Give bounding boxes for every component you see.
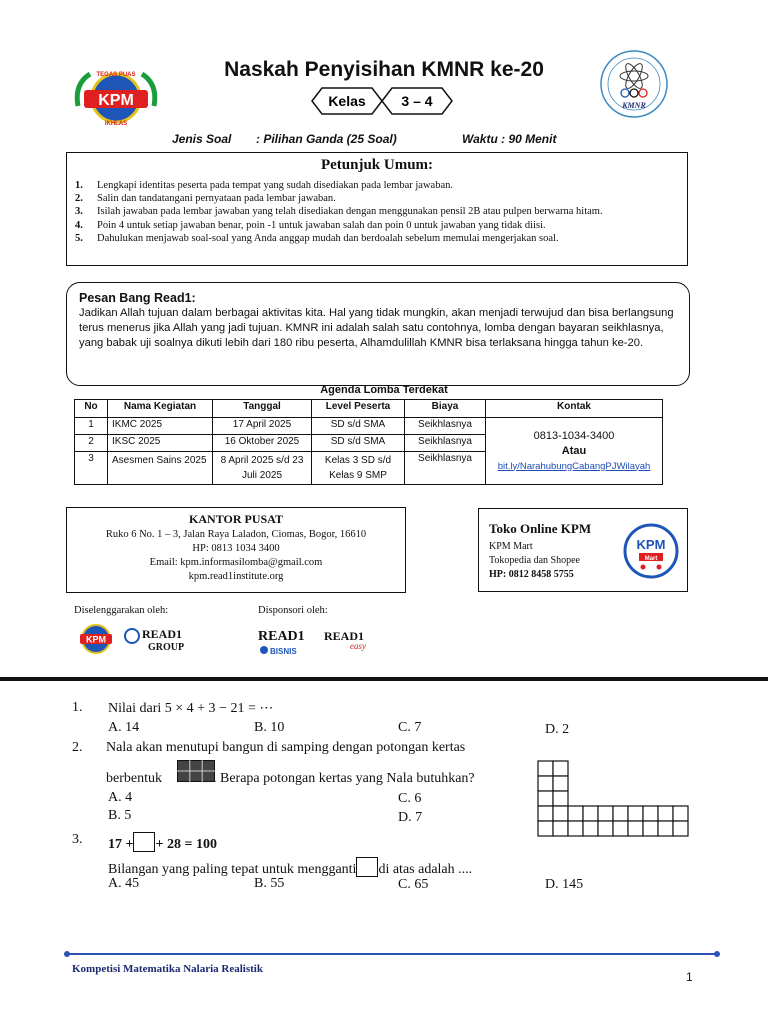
kantor-box xyxy=(66,507,406,593)
toko-name: KPM Mart xyxy=(489,541,533,552)
section-divider xyxy=(0,677,768,681)
paper-piece-icon xyxy=(177,760,215,787)
agenda-table xyxy=(74,399,663,485)
q2-text-a: Nala akan menutupi bangun di samping dengan potongan kertas xyxy=(106,740,466,755)
q3-option-c: C. 65 xyxy=(398,877,429,892)
read1-bisnis-logo xyxy=(256,624,312,663)
q3-text-a: Bilangan yang paling tepat untuk mengganti xyxy=(108,862,357,877)
jenis-soal-label: Jenis Soal xyxy=(172,132,232,146)
q3-text xyxy=(108,857,472,878)
q3-number: 3. xyxy=(72,832,83,847)
kelas-value: 3 – 4 xyxy=(401,93,433,109)
kmnr-logo xyxy=(598,46,670,122)
svg-text:TEGAS PUAS: TEGAS PUAS xyxy=(96,72,136,78)
table-row: 3 Asesmen Sains 2025 8 April 2025 s/d 23 Juli 2025 Kelas 3 SD s/d Kelas 9 SMP Seikhlasnya xyxy=(75,452,663,485)
kontak-phone: 0813-1034-3400 xyxy=(533,429,615,442)
kontak-atau: Atau xyxy=(561,444,587,457)
svg-text:easy: easy xyxy=(350,641,366,651)
q3-eq-a: 17 + xyxy=(108,837,134,852)
toko-channels: Tokopedia dan Shopee xyxy=(489,555,580,566)
toko-hp: HP: 0812 8458 5755 xyxy=(489,569,574,580)
q1-number: 1. xyxy=(72,700,83,715)
table-row: 2 IKSC 2025 16 Oktober 2025 SD s/d SMA Seikhlasnya xyxy=(75,435,663,452)
list-item: 3. Isilah jawaban pada lembar jawaban yang telah disediakan dengan menggunakan pensil 2B atau pulpen berwarna hitam. xyxy=(75,206,603,218)
kantor-web: kpm.read1institute.org xyxy=(188,571,284,582)
q2-text-b1: berbentuk xyxy=(106,771,162,786)
svg-text:KPM: KPM xyxy=(98,92,134,109)
q1-option-c: C. 7 xyxy=(398,720,422,735)
petunjuk-box xyxy=(66,152,688,266)
list-item: 5. Dahulukan menjawab soal-soal yang Anda anggap mudah dan berdoalah sebelum memulai mengerjakan soal. xyxy=(75,232,559,244)
toko-title: Toko Online KPM xyxy=(489,521,592,536)
blank-box xyxy=(133,832,155,852)
q3-equation xyxy=(108,832,217,853)
kantor-address: Ruko 6 No. 1 – 3, Jalan Raya Laladon, Ciomas, Bogor, 16610 xyxy=(105,529,367,540)
svg-text:READ1: READ1 xyxy=(142,627,183,641)
q2-option-b: B. 5 xyxy=(108,808,132,823)
kelas-label: Kelas xyxy=(328,93,366,109)
sponsor-label: Disponsori oleh: xyxy=(258,605,328,616)
kelas-badge xyxy=(310,86,460,114)
q1-option-b: B. 10 xyxy=(254,720,285,735)
pesan-text: Jadikan Allah tujuan dalam berbagai aktivitas kita. Hal yang tidak mungkin, akan menjadi terwujud dan bisa berlangsung terus menerus jika Allah yang jadi tujuan. KMNR ini adalah salah satu contohnya, lomba dengan bayaran seikhlasnya, yang babak uji soalnya dikuti lebih dari 180 ribu peserta, Alhamdulillah KMNR bisa terlaksana hingga tahun ke-20. xyxy=(79,307,674,349)
q2-text-b2: . Berapa potongan kertas yang Nala butuhkan? xyxy=(213,771,475,786)
q3-option-a: A. 45 xyxy=(108,876,140,891)
waktu: Waktu : 90 Menit xyxy=(462,132,557,146)
agenda-title: Agenda Lomba Terdekat xyxy=(320,384,448,396)
table-row: 1 IKMC 2025 17 April 2025 SD s/d SMA Seikhlasnya 0813-1034-3400 Atau bit.ly/NarahubungCabangPJWilayah xyxy=(75,418,663,435)
q2-number: 2. xyxy=(72,740,83,755)
q2-option-d: D. 7 xyxy=(398,810,423,825)
kpm-mart-logo xyxy=(623,523,679,579)
read1-group-logo xyxy=(124,624,190,661)
svg-text:KPM: KPM xyxy=(86,634,106,645)
kantor-hp: HP: 0813 1034 3400 xyxy=(192,543,280,554)
q2-option-a: A. 4 xyxy=(108,790,133,805)
footer-line xyxy=(66,953,718,955)
organizer-label: Diselenggarakan oleh: xyxy=(74,605,169,616)
svg-text:Mart: Mart xyxy=(644,556,658,562)
pesan-title: Pesan Bang Read1: xyxy=(79,291,196,305)
footer-text: Kompetisi Matematika Nalaria Realistik xyxy=(72,963,263,975)
svg-text:READ1: READ1 xyxy=(324,629,365,643)
q3-text-b: di atas adalah .... xyxy=(378,862,473,877)
svg-text:READ1: READ1 xyxy=(258,629,305,644)
kontak-cell xyxy=(486,418,663,485)
blank-box xyxy=(356,857,378,877)
footer-dot-right xyxy=(714,951,720,957)
kontak-link[interactable]: bit.ly/NarahubungCabangPJWilayah xyxy=(497,460,651,472)
q2-option-c: C. 6 xyxy=(398,791,422,806)
svg-text:BISNIS: BISNIS xyxy=(270,647,297,656)
kantor-email: Email: kpm.informasilomba@gmail.com xyxy=(149,557,323,568)
svg-text:KPM: KPM xyxy=(636,537,666,552)
q1-option-d: D. 2 xyxy=(545,722,570,737)
petunjuk-list xyxy=(75,179,681,245)
list-item: 1. Lengkapi identitas peserta pada tempat yang sudah disediakan pada lembar jawaban. xyxy=(75,180,453,191)
q3-option-b: B. 55 xyxy=(254,876,285,891)
list-item: 4. Poin 4 untuk setiap jawaban benar, poin -1 untuk jawaban salah dan poin 0 untuk jawaban yang tidak diisi. xyxy=(75,219,546,231)
page-title: Naskah Penyisihan KMNR ke-20 xyxy=(224,58,544,81)
toko-box xyxy=(478,508,688,592)
petunjuk-title: Petunjuk Umum: xyxy=(320,157,434,173)
kantor-title: KANTOR PUSAT xyxy=(189,512,283,526)
jenis-soal-value: : Pilihan Ganda (25 Soal) xyxy=(256,132,397,146)
pesan-box xyxy=(66,282,690,386)
read1-easy-logo xyxy=(322,626,378,659)
svg-text:IKHLAS: IKHLAS xyxy=(104,121,128,127)
q1-text: Nilai dari 5 × 4 + 3 − 21 = ⋯ xyxy=(108,701,274,716)
q3-option-d: D. 145 xyxy=(545,877,584,892)
l-shape-grid-figure xyxy=(537,760,689,845)
q3-eq-b: + 28 = 100 xyxy=(155,837,217,852)
table-header: No Nama Kegiatan Tanggal Level Peserta Biaya Kontak xyxy=(75,400,663,418)
kpm-small-logo xyxy=(74,622,118,661)
q1-option-a: A. 14 xyxy=(108,720,140,735)
list-item: 2. Salin dan tandatangani pernyataan pada lembar jawaban. xyxy=(75,193,336,205)
page-number: 1 xyxy=(686,970,693,984)
svg-text:GROUP: GROUP xyxy=(148,642,185,653)
svg-text:KMNR: KMNR xyxy=(622,101,646,110)
